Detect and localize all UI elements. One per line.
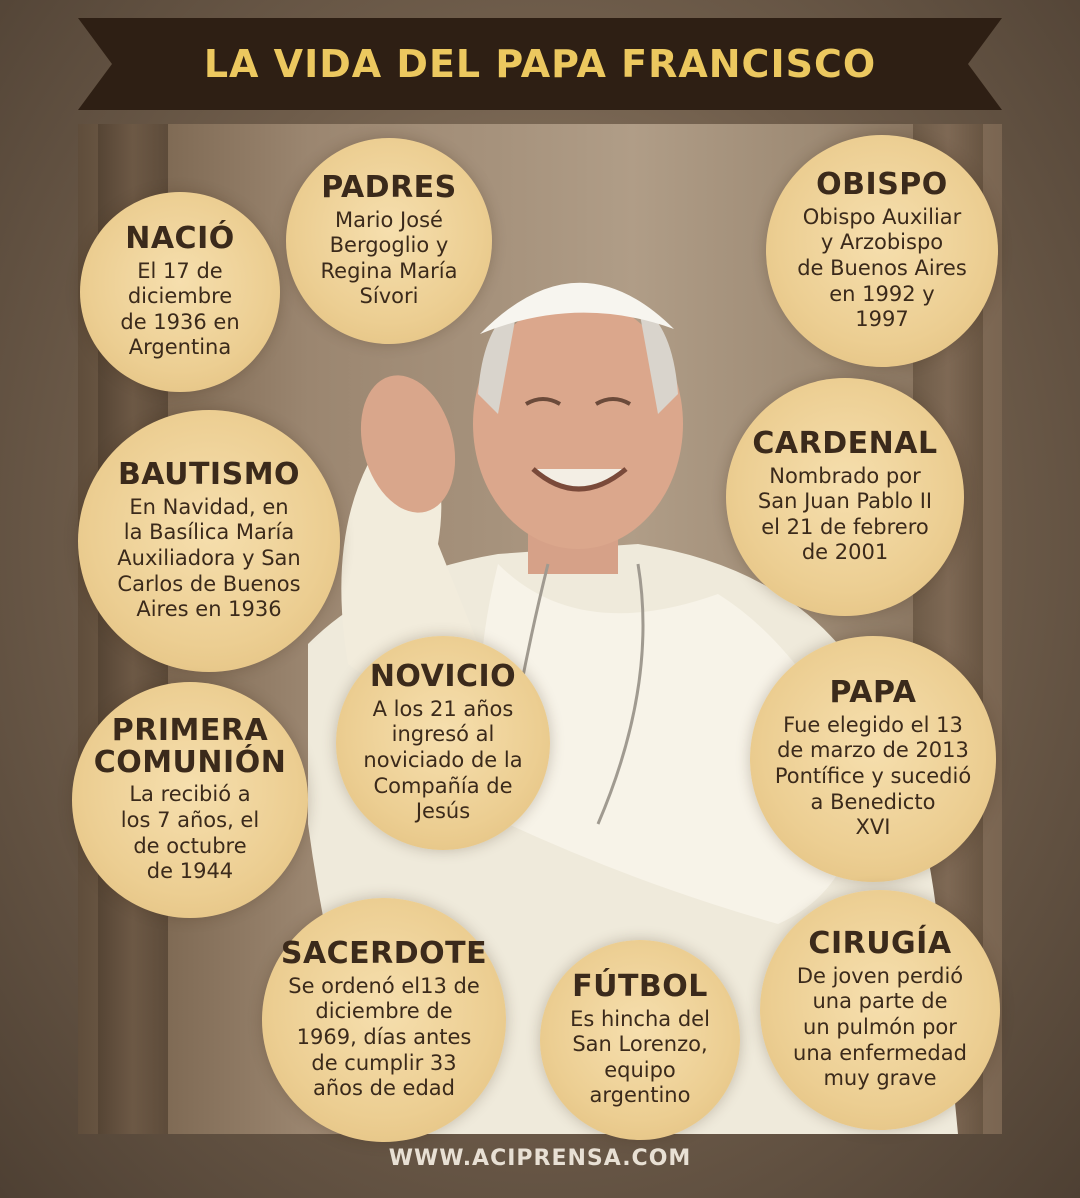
padres-text: Mario José Bergoglio y Regina María Sívori	[320, 207, 458, 309]
bautismo-text: En Navidad, en la Basílica María Auxiliadora y San Carlos de Buenos Aires en 1936	[117, 494, 301, 622]
bubble-sacerdote	[262, 898, 506, 1142]
padres-heading: PADRES	[321, 170, 457, 206]
primera-comunion-text: La recibió a los 7 años, el de octubre de 1944	[120, 782, 260, 884]
website-footer[interactable]: WWW.ACIPRENSA.COM	[388, 1146, 692, 1171]
primera-comunion-heading: PRIMERA COMUNIÓN	[93, 713, 287, 780]
futbol-text: Es hincha del San Lorenzo, equipo argentino	[570, 1006, 710, 1108]
bubble-papa	[750, 636, 996, 882]
obispo-text: Obispo Auxiliar y Arzobispo de Buenos Aires en 1992 y 1997	[797, 204, 967, 332]
nacio-text: El 17 de diciembre de 1936 en Argentina	[120, 258, 240, 360]
bubble-cirugia	[760, 890, 1000, 1130]
bubble-bautismo	[78, 410, 340, 672]
cirugia-text: De joven perdió una parte de un pulmón por una enfermedad muy grave	[793, 963, 967, 1091]
bubble-primera-comunion	[72, 682, 308, 918]
sacerdote-text: Se ordenó el13 de diciembre de 1969, días antes de cumplir 33 años de edad	[288, 973, 480, 1101]
bubble-novicio	[336, 636, 550, 850]
futbol-heading: FÚTBOL	[572, 969, 708, 1005]
bubble-futbol	[540, 940, 740, 1140]
bubble-padres	[286, 138, 492, 344]
title-banner	[78, 18, 1002, 110]
page-title: LA VIDA DEL PAPA FRANCISCO	[203, 42, 877, 86]
bubble-cardenal	[726, 378, 964, 616]
cardenal-text: Nombrado por San Juan Pablo II el 21 de febrero de 2001	[757, 463, 933, 565]
nacio-heading: NACIÓ	[125, 221, 235, 257]
cardenal-heading: CARDENAL	[752, 426, 938, 462]
bautismo-heading: BAUTISMO	[117, 457, 301, 493]
papa-heading: PAPA	[829, 675, 917, 711]
novicio-text: A los 21 años ingresó al noviciado de la Compañía de Jesús	[363, 696, 523, 824]
bubble-nacio	[80, 192, 280, 392]
bubble-obispo	[766, 135, 998, 367]
obispo-heading: OBISPO	[816, 167, 948, 203]
papa-text: Fue elegido el 13 de marzo de 2013 Pontífice y sucedió a Benedicto XVI	[774, 712, 972, 840]
cirugia-heading: CIRUGÍA	[808, 926, 952, 962]
novicio-heading: NOVICIO	[369, 659, 517, 695]
sacerdote-heading: SACERDOTE	[280, 936, 488, 972]
